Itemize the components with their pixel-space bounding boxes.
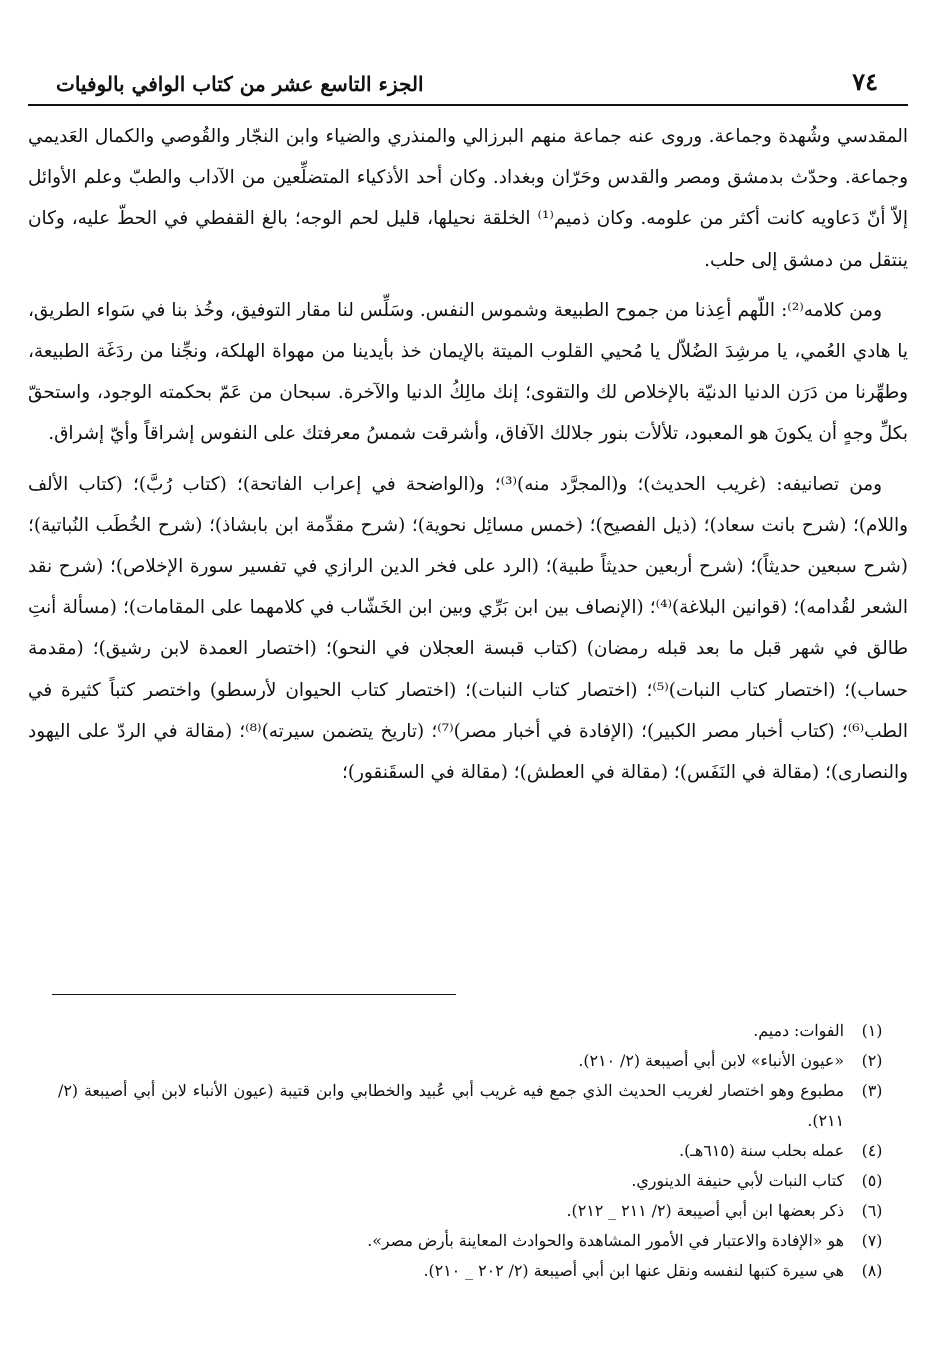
footnote [28,1076,908,1136]
footnote [28,1166,908,1196]
footnote [28,1226,908,1256]
paragraph [28,290,908,455]
paragraph-text: ومن تصانيفه: (غريب الحديث)؛ و(المجرَّد منه)⁽³⁾؛ و(الواضحة في إعراب الفاتحة)؛ (كتاب رُبَّ)؛ (كتاب الألف واللام)؛ (شرح بانت سعاد)؛ (ذيل الفصيح)؛ (خمس مسائِل نحوية)؛ (شرح مقدِّمة ابن بابشاذ)؛ (شرح الخُطَب النُباتية)؛ (شرح سبعين حديثاً)؛ (شرح أربعين حديثاً طبية)؛ (الرد على فخر الدين الرازي في تفسير سورة الإخلاص)؛ (شرح نقد الشعر لقُدامه)؛ (قوانين البلاغة)⁽⁴⁾؛ (الإنصاف بين ابن بَرِّي وبين ابن الخَشّاب في كلامهما على المقامات)؛ (مسألة أنتِ طالق في شهر قبل ما بعد قبله رمضان) (كتاب قبسة العجلان في النحو)؛ (اختصار العمدة لابن رشيق)؛ (مقدمة حساب)؛ (اختصار كتاب النبات)⁽⁵⁾؛ (اختصار كتاب النبات)؛ (اختصار كتاب الحيوان لأرسطو) واختصر كتباً كثيرة في الطب⁽⁶⁾؛ (كتاب أخبار مصر الكبير)؛ (الإفادة في أخبار مصر)⁽⁷⁾؛ (تاريخ يتضمن سيرته)⁽⁸⁾؛ (مقالة في الردّ على اليهود والنصارى)؛ (مقالة في النَفَس)؛ (مقالة في العطش)؛ (مقالة في السقَنقور)؛ [28,473,908,784]
footnote-number: (٨) [861,1261,883,1280]
footnote-number: (٦) [861,1201,883,1220]
footnote [28,1136,908,1166]
page-number: ٧٤ [852,67,878,96]
footnote [28,1256,908,1286]
footnote [28,1046,908,1076]
footnote-number: (٢) [861,1051,883,1070]
paragraph-text: المقدسي وشُهدة وجماعة. وروى عنه جماعة منهم البرزالي والمنذري والضياء وابن النجّار والقُوصي والكمال العَديمي وجماعة. وحدّث بدمشق ومصر والقدس وحَرّان وبغداد. وكان أحد الأذكياء المتضلِّعين من الآداب والطبّ وعلم الأوائل إلاّ أنّ دَعاويه كانت أكثر من علومه. وكان ذميم⁽¹⁾ الخلقة نحيلها، قليل لحم الوجه؛ بالغ القفطي في الحطّ عليه، وكان ينتقل من دمشق إلى حلب. [28,126,908,271]
footnote-text: عمله بحلب سنة (٦١٥هـ). [679,1141,844,1160]
footnote-number: (٧) [861,1231,883,1250]
footnote-text: ذكر بعضها ابن أبي أصيبعة (٢/ ٢١١ _ ٢١٢). [566,1201,844,1220]
paragraph [28,116,908,281]
paragraph-text: ومن كلامه⁽²⁾: اللّهم أعِذنا من جموح الطبيعة وشموس النفس. وسَلِّس لنا مقار التوفيق، وخُذ بنا في سَواء الطريق، يا هادي العُمي، يا مرشِدَ الضُلاّل يا مُحيي القلوب الميتة بالإيمان خذ بأيدينا من مهواة الهلكة، ونجِّنا من ردَغَة الطبيعة، وطهِّرنا من دَرَن الدنيا الدنيّة بالإخلاص لك والتقوى؛ إنك مالِكُ الدنيا والآخرة. سبحان من عَمّ بحكمته الوجود، واستحقّ بكلِّ وجهٍ أن يكونَ هو المعبود، تلألأت بنور جلالك الآفاق، وأشرقت شمسُ معرفتك على النفوس إشراقاً وأيّ إشراق. [28,299,908,445]
footnotes [28,1016,908,1336]
footnote-text: «عيون الأنباء» لابن أبي أصيبعة (٢/ ٢١٠). [578,1051,844,1070]
footnote-number: (١) [861,1021,883,1040]
footnote-text: مطبوع وهو اختصار لغريب الحديث الذي جمع فيه غريب أبي عُبيد والخطابي وابن قتيبة (عيون الأنباء لابن أبي أصيبعة (٢/ ٢١١). [58,1081,844,1130]
book-page [28,28,908,1348]
footnote-number: (٤) [861,1141,883,1160]
paragraph [28,464,908,794]
footnote [28,1016,908,1046]
footnote-rule [52,994,456,995]
footnote-text: هي سيرة كتبها لنفسه ونقل عنها ابن أبي أصيبعة (٢/ ٢٠٢ _ ٢١٠). [423,1261,844,1280]
body-text [28,116,908,996]
footnote-text: كتاب النبات لأبي حنيفة الدينوري. [631,1171,844,1190]
footnote-text: هو «الإفادة والاعتبار في الأمور المشاهدة والحوادث المعاينة بأرض مصر». [367,1231,844,1250]
page-header [28,50,908,102]
header-rule [28,104,908,106]
footnote-number: (٥) [861,1171,883,1190]
footnote [28,1196,908,1226]
footnote-number: (٣) [861,1081,883,1100]
running-title: الجزء التاسع عشر من كتاب الوافي بالوفيات [56,72,424,96]
footnote-text: الفوات: دميم. [753,1021,844,1040]
